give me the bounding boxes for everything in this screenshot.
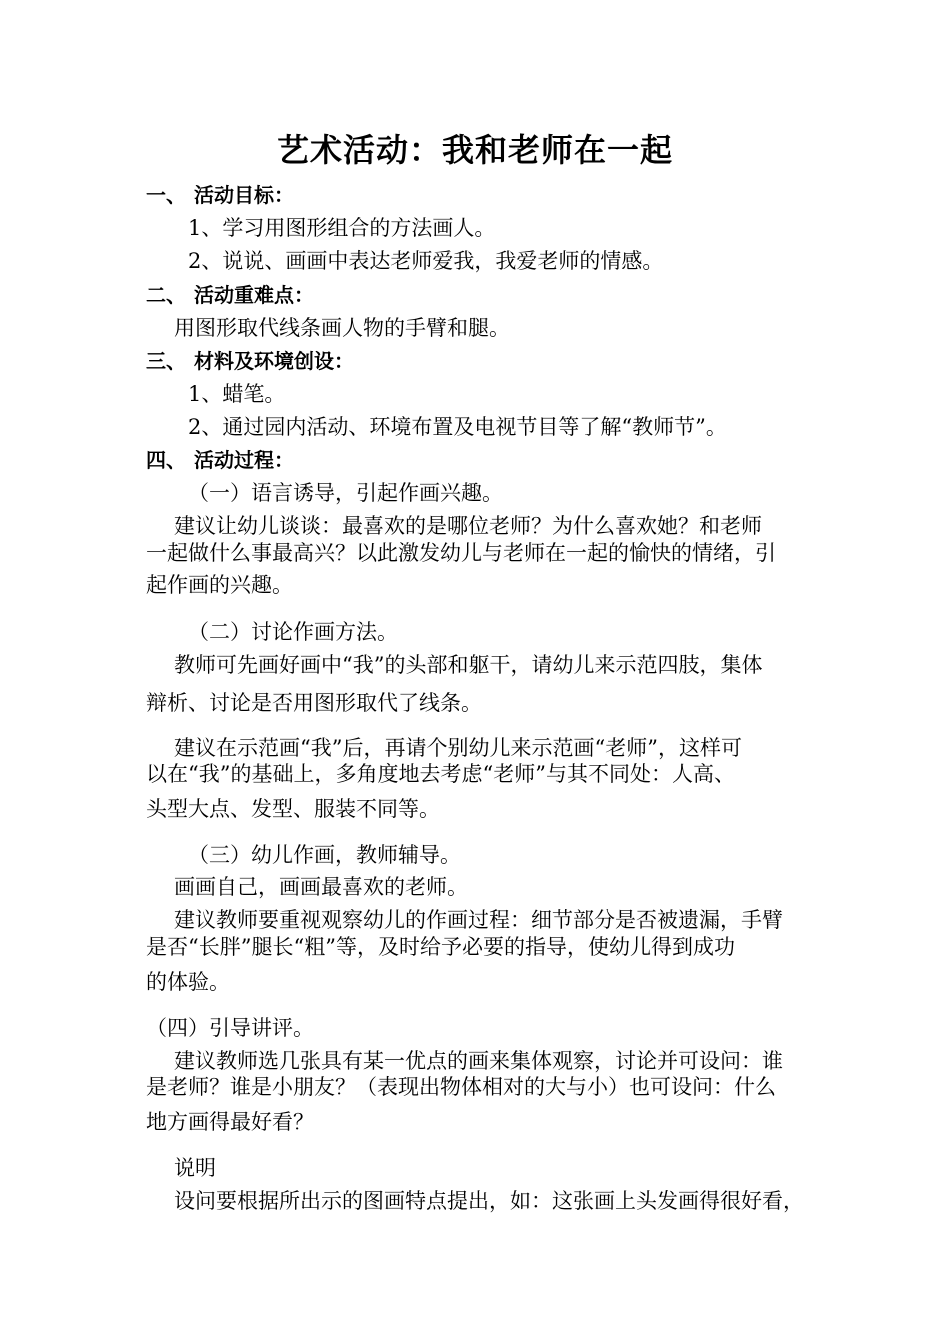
paragraph-line: 建议在示范画“我”后，再请个别幼儿来示范画“老师”，这样可 [174,736,742,760]
subsection-heading: （四）引导讲评。 [146,1016,314,1040]
paragraph-line: 教师可先画好画中“我”的头部和躯干，请幼儿来示范四肢，集体 [174,653,763,677]
paragraph-line: 是否“长胖”腿长“粗”等，及时给予必要的指导，使幼儿得到成功 [146,935,735,959]
section-label: 活动过程： [194,448,294,472]
paragraph-line: 建议让幼儿谈谈：最喜欢的是哪位老师？为什么喜欢她？和老师 [174,514,762,538]
paragraph-line: 建议教师要重视观察幼儿的作画过程：细节部分是否被遗漏，手臂 [174,908,783,932]
subsection-heading: （一）语言诱导，引起作画兴趣。 [188,481,503,505]
paragraph-line: 以在“我”的基础上，多角度地去考虑“老师”与其不同处：人高、 [146,762,735,786]
paragraph-line: 辩析、讨论是否用图形取代了线条。 [146,691,482,715]
paragraph-line: 2、通过园内活动、环境布置及电视节目等了解“教师节”。 [188,415,727,439]
paragraph-line: 2、说说、画画中表达老师爱我，我爱老师的情感。 [188,249,664,273]
section-heading-materials [146,346,354,376]
paragraph-line: 1、蜡笔。 [188,382,286,406]
paragraph-line: 头型大点、发型、服装不同等。 [146,797,440,821]
paragraph-line: 1、学习用图形组合的方法画人。 [188,216,496,240]
paragraph-line: 是老师？谁是小朋友？（表现出物体相对的大与小）也可设问：什么 [146,1075,776,1099]
subsection-heading: （二）讨论作画方法。 [188,620,398,644]
note-heading: 说明 [174,1156,216,1180]
paragraph-line: 地方画得最好看？ [146,1110,314,1134]
section-number: 一、 [146,183,186,207]
section-number: 二、 [146,283,186,307]
section-heading-goals [146,180,294,210]
section-label: 活动重难点： [194,283,314,307]
section-heading-process [146,445,294,475]
subsection-heading: （三）幼儿作画，教师辅导。 [188,843,461,867]
paragraph-line: 建议教师选几张具有某一优点的画来集体观察，讨论并可设问：谁 [174,1049,783,1073]
paragraph-line: 画画自己，画画最喜欢的老师。 [174,875,468,899]
document-title: 艺术活动：我和老师在一起 [276,131,673,169]
section-label: 活动目标： [194,183,294,207]
paragraph-line: 的体验。 [146,970,230,994]
section-number: 三、 [146,349,186,373]
paragraph-line: 设问要根据所出示的图画特点提出，如：这张画上头发画得很好看， [174,1189,804,1213]
paragraph-line: 一起做什么事最高兴？以此激发幼儿与老师在一起的愉快的情绪，引 [146,541,776,565]
paragraph-line: 起作画的兴趣。 [146,573,293,597]
paragraph-line: 用图形取代线条画人物的手臂和腿。 [174,316,510,340]
section-label: 材料及环境创设： [194,349,354,373]
section-heading-key-points [146,280,314,310]
section-number: 四、 [146,448,186,472]
